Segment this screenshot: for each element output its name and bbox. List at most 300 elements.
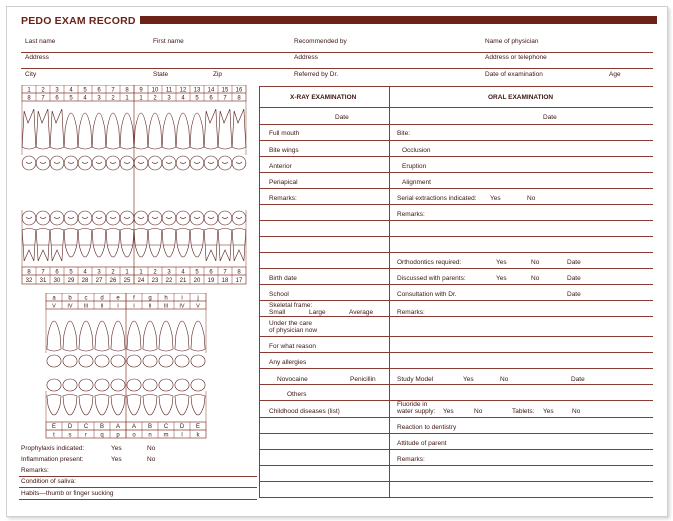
allergy-novocaine[interactable]: Novocaine [277, 376, 308, 383]
upper-permanent-tooth[interactable] [121, 113, 133, 129]
upper-occlusal-detail[interactable] [82, 162, 88, 164]
primary-upper-occlusal[interactable] [79, 355, 93, 367]
lower-permanent-tooth[interactable] [51, 245, 63, 261]
lower-occlusal-detail[interactable] [152, 217, 158, 219]
primary-lower-tooth[interactable] [191, 395, 205, 416]
primary-upper-roman: I [133, 303, 135, 310]
primary-lower-tooth[interactable] [47, 395, 61, 416]
lower-permanent-crown[interactable] [232, 229, 246, 246]
upper-permanent-crown[interactable] [120, 129, 134, 149]
primary-upper-tooth[interactable] [95, 321, 109, 351]
table-row-line [259, 433, 653, 434]
lower-permanent-tooth[interactable] [233, 245, 245, 261]
lower-occlusal-detail[interactable] [54, 217, 60, 219]
oral-remarks-label: Remarks: [397, 211, 425, 218]
lower-permanent-tooth[interactable] [79, 245, 91, 257]
primary-upper-occlusal[interactable] [143, 355, 157, 367]
lower-occlusal-view[interactable] [232, 211, 246, 225]
primary-upper-occlusal[interactable] [111, 355, 125, 367]
lower-permanent-tooth[interactable] [219, 245, 231, 261]
primary-lower-letter-top: D [179, 424, 185, 430]
upper-occlusal-detail[interactable] [236, 162, 242, 164]
upper-permanent-crown[interactable] [204, 129, 218, 149]
upper-occlusal-view[interactable] [64, 156, 78, 170]
table-row-line [259, 268, 653, 269]
primary-upper-letter: f [133, 295, 135, 302]
primary-upper-occlusal[interactable] [191, 355, 205, 367]
lower-occlusal-view[interactable] [50, 211, 64, 225]
upper-occlusal-detail[interactable] [166, 162, 172, 164]
ortho-yes[interactable]: Yes [496, 259, 507, 266]
primary-lower-letter-top: A [115, 424, 121, 430]
lower-occlusal-detail[interactable] [26, 217, 32, 219]
prophylaxis-label: Prophylaxis indicated: [21, 445, 85, 452]
tablets-yes[interactable]: Yes [543, 408, 554, 415]
primary-upper-tooth[interactable] [47, 321, 61, 351]
lower-occlusal-view[interactable] [204, 211, 218, 225]
left-line-2 [19, 487, 257, 488]
primary-lower-letter: k [196, 432, 200, 439]
upper-occlusal-view[interactable] [106, 156, 120, 170]
inflammation-no[interactable]: No [147, 456, 156, 463]
primary-lower-letter: q [100, 432, 104, 439]
oral-occlusion[interactable]: Occlusion [402, 147, 431, 154]
lower-occlusal-view[interactable] [64, 211, 78, 225]
oral-heading: ORAL EXAMINATION [488, 94, 554, 101]
lower-occlusal-view[interactable] [134, 211, 148, 225]
upper-permanent-crown[interactable] [22, 129, 36, 149]
upper-quadrant-number: 6 [209, 95, 213, 102]
upper-permanent-tooth[interactable] [177, 113, 189, 129]
lower-permanent-crown[interactable] [64, 229, 78, 246]
upper-permanent-tooth[interactable] [135, 113, 147, 129]
lower-permanent-crown[interactable] [204, 229, 218, 246]
primary-upper-letter: i [181, 295, 183, 302]
upper-occlusal-view[interactable] [92, 156, 106, 170]
primary-lower-occlusal[interactable] [95, 379, 109, 391]
lower-occlusal-detail[interactable] [96, 217, 102, 219]
lower-occlusal-detail[interactable] [138, 217, 144, 219]
inflammation-label: Inflammation present: [21, 456, 84, 463]
table-row-line [259, 236, 653, 237]
skeletal-small[interactable]: Small [269, 309, 286, 316]
study-model-label: Study Model [397, 376, 434, 383]
primary-upper-letter: a [52, 295, 56, 302]
upper-quadrant-number: 3 [97, 95, 101, 102]
primary-lower-occlusal[interactable] [159, 379, 173, 391]
xray-anterior[interactable]: Anterior [269, 163, 292, 170]
primary-lower-tooth[interactable] [95, 395, 109, 416]
upper-occlusal-view[interactable] [218, 156, 232, 170]
table-row-line [259, 497, 653, 498]
table-row-line [259, 124, 653, 125]
lower-occlusal-detail[interactable] [82, 217, 88, 219]
lower-permanent-crown[interactable] [176, 229, 190, 246]
upper-quadrant-number: 1 [125, 95, 129, 102]
lower-occlusal-view[interactable] [106, 211, 120, 225]
upper-permanent-tooth[interactable] [219, 109, 231, 129]
lower-permanent-tooth[interactable] [121, 245, 133, 257]
lower-permanent-tooth[interactable] [93, 245, 105, 257]
primary-upper-occlusal[interactable] [127, 355, 141, 367]
primary-lower-letter-top: D [67, 424, 73, 430]
fluoride-no[interactable]: No [474, 408, 483, 415]
primary-lower-letter-top: A [131, 424, 137, 430]
upper-occlusal-detail[interactable] [124, 162, 130, 164]
primary-upper-tooth[interactable] [111, 321, 125, 351]
table-row-line [259, 284, 653, 285]
upper-occlusal-view[interactable] [134, 156, 148, 170]
lower-permanent-tooth[interactable] [107, 245, 119, 257]
primary-lower-occlusal[interactable] [47, 379, 61, 391]
upper-quadrant-number: 7 [223, 95, 227, 102]
upper-permanent-tooth[interactable] [233, 109, 245, 129]
skeletal-large[interactable]: Large [309, 309, 326, 316]
lower-permanent-tooth[interactable] [177, 245, 189, 257]
primary-lower-tooth[interactable] [111, 395, 125, 416]
primary-lower-occlusal[interactable] [111, 379, 125, 391]
physician-name-label: Name of physician [485, 38, 539, 45]
prophylaxis-no[interactable]: No [147, 445, 156, 452]
table-top-border [259, 86, 653, 87]
primary-lower-tooth[interactable] [159, 395, 173, 416]
lower-occlusal-detail[interactable] [180, 217, 186, 219]
upper-occlusal-detail[interactable] [110, 162, 116, 164]
table-row-line [259, 140, 653, 141]
lower-occlusal-view[interactable] [162, 211, 176, 225]
oral-remarks2-label: Remarks: [397, 309, 425, 316]
table-middle-divider [389, 86, 390, 498]
lower-occlusal-detail[interactable] [208, 217, 214, 219]
primary-lower-occlusal[interactable] [191, 379, 205, 391]
lower-tooth-number: 22 [165, 278, 173, 284]
lower-tooth-number: 19 [207, 278, 215, 284]
upper-occlusal-view[interactable] [78, 156, 92, 170]
upper-permanent-tooth[interactable] [37, 109, 49, 129]
upper-occlusal-view[interactable] [232, 156, 246, 170]
upper-occlusal-detail[interactable] [208, 162, 214, 164]
upper-tooth-number: 5 [83, 87, 87, 94]
upper-permanent-crown[interactable] [78, 129, 92, 149]
discussed-yes[interactable]: Yes [496, 275, 507, 282]
allergy-others[interactable]: Others [287, 391, 307, 398]
upper-occlusal-view[interactable] [36, 156, 50, 170]
lower-occlusal-detail[interactable] [124, 217, 130, 219]
upper-occlusal-detail[interactable] [54, 162, 60, 164]
primary-lower-letter-top: B [99, 424, 105, 430]
lower-occlusal-view[interactable] [78, 211, 92, 225]
lower-tooth-number: 17 [235, 278, 243, 284]
primary-lower-letter-top: E [195, 424, 201, 430]
primary-upper-roman: II [148, 303, 152, 310]
primary-lower-letter-top: B [147, 424, 153, 430]
xray-bite-wings[interactable]: Bite wings [269, 147, 299, 154]
primary-lower-occlusal[interactable] [127, 379, 141, 391]
upper-tooth-number: 11 [165, 87, 173, 94]
lower-quadrant-number: 8 [237, 269, 241, 276]
fluoride-yes[interactable]: Yes [443, 408, 454, 415]
primary-lower-tooth[interactable] [175, 395, 189, 416]
upper-permanent-crown[interactable] [134, 129, 148, 149]
lower-occlusal-view[interactable] [92, 211, 106, 225]
first-name-label: First name [153, 38, 184, 45]
primary-lower-occlusal[interactable] [79, 379, 93, 391]
primary-upper-roman: V [196, 303, 200, 310]
upper-permanent-crown[interactable] [176, 129, 190, 149]
upper-permanent-crown[interactable] [148, 129, 162, 149]
upper-tooth-number: 6 [97, 87, 101, 94]
lower-quadrant-number: 7 [41, 269, 45, 276]
permanent-teeth-drawing [21, 85, 247, 285]
lower-occlusal-detail[interactable] [222, 217, 228, 219]
upper-tooth-number: 15 [221, 87, 229, 94]
primary-upper-letter: c [84, 295, 88, 302]
upper-occlusal-detail[interactable] [152, 162, 158, 164]
lower-occlusal-view[interactable] [176, 211, 190, 225]
upper-permanent-tooth[interactable] [23, 109, 35, 129]
upper-occlusal-detail[interactable] [222, 162, 228, 164]
upper-permanent-tooth[interactable] [191, 113, 203, 129]
upper-occlusal-detail[interactable] [96, 162, 102, 164]
lower-occlusal-view[interactable] [190, 211, 204, 225]
table-row-line [259, 417, 653, 418]
upper-quadrant-number: 2 [153, 95, 157, 102]
upper-permanent-crown[interactable] [50, 129, 64, 149]
primary-lower-letter: n [148, 432, 152, 439]
lower-permanent-crown[interactable] [78, 229, 92, 246]
lower-occlusal-detail[interactable] [166, 217, 172, 219]
lower-permanent-tooth[interactable] [149, 245, 161, 257]
primary-lower-letter-top: C [83, 424, 89, 430]
upper-quadrant-number: 4 [83, 95, 87, 102]
primary-lower-tooth[interactable] [63, 395, 77, 416]
ortho-date: Date [567, 259, 581, 266]
lower-tooth-number: 20 [193, 278, 201, 284]
lower-permanent-crown[interactable] [22, 229, 36, 246]
primary-upper-occlusal[interactable] [175, 355, 189, 367]
upper-permanent-crown[interactable] [232, 129, 246, 149]
upper-occlusal-detail[interactable] [40, 162, 46, 164]
lower-tooth-number: 32 [25, 278, 33, 284]
upper-occlusal-view[interactable] [22, 156, 36, 170]
allergy-penicillin[interactable]: Penicillin [350, 376, 376, 383]
lower-permanent-crown[interactable] [50, 229, 64, 246]
primary-upper-tooth[interactable] [191, 321, 205, 351]
primary-lower-occlusal[interactable] [143, 379, 157, 391]
table-row-line [259, 336, 653, 337]
upper-permanent-tooth[interactable] [149, 113, 161, 129]
tablets-no[interactable]: No [572, 408, 581, 415]
oral-date-label: Date [543, 114, 557, 121]
primary-upper-occlusal[interactable] [63, 355, 77, 367]
xray-periapical[interactable]: Periapical [269, 179, 298, 186]
upper-occlusal-view[interactable] [148, 156, 162, 170]
lower-occlusal-view[interactable] [148, 211, 162, 225]
upper-occlusal-view[interactable] [176, 156, 190, 170]
upper-occlusal-detail[interactable] [26, 162, 32, 164]
primary-lower-tooth[interactable] [79, 395, 93, 416]
upper-tooth-number: 1 [27, 87, 31, 94]
lower-permanent-crown[interactable] [148, 229, 162, 246]
upper-permanent-tooth[interactable] [79, 113, 91, 129]
primary-lower-letter-top: C [163, 424, 169, 430]
upper-permanent-crown[interactable] [64, 129, 78, 149]
lower-permanent-tooth[interactable] [23, 245, 35, 261]
address-label-2: Address [294, 54, 318, 61]
upper-occlusal-detail[interactable] [68, 162, 74, 164]
lower-occlusal-detail[interactable] [194, 217, 200, 219]
upper-permanent-crown[interactable] [106, 129, 120, 149]
upper-permanent-tooth[interactable] [51, 109, 63, 129]
upper-permanent-tooth[interactable] [163, 113, 175, 129]
upper-permanent-crown[interactable] [36, 129, 50, 149]
lower-occlusal-detail[interactable] [110, 217, 116, 219]
lower-permanent-tooth[interactable] [205, 245, 217, 261]
upper-permanent-crown[interactable] [190, 129, 204, 149]
zip-label: Zip [213, 71, 223, 78]
prophylaxis-yes[interactable]: Yes [111, 445, 122, 452]
upper-tooth-number: 4 [69, 87, 73, 94]
table-left-border [259, 86, 260, 498]
upper-permanent-tooth[interactable] [205, 109, 217, 129]
lower-permanent-crown[interactable] [190, 229, 204, 246]
primary-lower-tooth[interactable] [127, 395, 141, 416]
upper-permanent-tooth[interactable] [107, 113, 119, 129]
primary-upper-tooth[interactable] [143, 321, 157, 351]
upper-tooth-number: 7 [111, 87, 115, 94]
study-model-yes[interactable]: Yes [463, 376, 474, 383]
lower-occlusal-detail[interactable] [68, 217, 74, 219]
serial-extractions-label: Serial extractions indicated: [397, 195, 477, 202]
primary-upper-letter: e [116, 295, 120, 302]
table-row-line [259, 204, 653, 205]
lower-permanent-crown[interactable] [36, 229, 50, 246]
upper-occlusal-view[interactable] [50, 156, 64, 170]
primary-upper-tooth[interactable] [127, 321, 141, 351]
primary-upper-occlusal[interactable] [159, 355, 173, 367]
upper-quadrant-number: 5 [195, 95, 199, 102]
upper-permanent-tooth[interactable] [65, 113, 77, 129]
upper-occlusal-detail[interactable] [138, 162, 144, 164]
serial-no[interactable]: No [527, 195, 536, 202]
lower-tooth-number: 27 [95, 278, 103, 284]
primary-upper-tooth[interactable] [63, 321, 77, 351]
exam-form-page [6, 6, 668, 517]
primary-upper-tooth[interactable] [175, 321, 189, 351]
left-remarks-label: Remarks: [21, 467, 49, 474]
primary-lower-letter: t [53, 432, 55, 439]
table-row-line [259, 156, 653, 157]
lower-permanent-tooth[interactable] [163, 245, 175, 257]
upper-tooth-number: 13 [193, 87, 201, 94]
serial-yes[interactable]: Yes [490, 195, 501, 202]
skeletal-average[interactable]: Average [349, 309, 374, 316]
lower-permanent-crown[interactable] [218, 229, 232, 246]
primary-upper-roman: V [52, 303, 56, 310]
lower-permanent-crown[interactable] [120, 229, 134, 246]
lower-permanent-crown[interactable] [134, 229, 148, 246]
lower-permanent-tooth[interactable] [37, 245, 49, 261]
oral-eruption[interactable]: Eruption [402, 163, 427, 170]
lower-tooth-number: 18 [221, 278, 229, 284]
lower-quadrant-number: 2 [111, 269, 115, 276]
lower-occlusal-view[interactable] [36, 211, 50, 225]
oral-alignment[interactable]: Alignment [402, 179, 431, 186]
primary-upper-roman: IV [67, 303, 73, 310]
lower-permanent-crown[interactable] [106, 229, 120, 246]
table-row-line [259, 368, 653, 369]
discussed-no[interactable]: No [531, 275, 540, 282]
upper-occlusal-view[interactable] [204, 156, 218, 170]
upper-occlusal-detail[interactable] [180, 162, 186, 164]
lower-permanent-tooth[interactable] [135, 245, 147, 257]
oral-bite: Bite: [397, 130, 411, 137]
header-line-1 [21, 52, 653, 53]
upper-tooth-number: 12 [179, 87, 187, 94]
upper-tooth-number: 14 [207, 87, 215, 94]
lower-occlusal-detail[interactable] [236, 217, 242, 219]
primary-upper-occlusal[interactable] [47, 355, 61, 367]
lower-permanent-tooth[interactable] [65, 245, 77, 257]
upper-quadrant-number: 1 [139, 95, 143, 102]
upper-tooth-number: 3 [55, 87, 59, 94]
lower-permanent-crown[interactable] [92, 229, 106, 246]
table-row-line [259, 220, 653, 221]
lower-quadrant-number: 1 [139, 269, 143, 276]
upper-permanent-tooth[interactable] [93, 113, 105, 129]
study-model-no[interactable]: No [500, 376, 509, 383]
xray-full-mouth[interactable]: Full mouth [269, 130, 300, 137]
upper-occlusal-view[interactable] [162, 156, 176, 170]
upper-permanent-crown[interactable] [92, 129, 106, 149]
upper-permanent-crown[interactable] [218, 129, 232, 149]
consultation-date: Date [567, 291, 581, 298]
primary-upper-tooth[interactable] [79, 321, 93, 351]
lower-occlusal-view[interactable] [120, 211, 134, 225]
lower-permanent-tooth[interactable] [191, 245, 203, 257]
primary-lower-tooth[interactable] [143, 395, 157, 416]
lower-quadrant-number: 7 [223, 269, 227, 276]
lower-permanent-crown[interactable] [162, 229, 176, 246]
primary-lower-occlusal[interactable] [63, 379, 77, 391]
school-label: School [269, 291, 289, 298]
upper-tooth-number: 9 [139, 87, 143, 94]
reason-label: For what reason [269, 343, 316, 350]
left-line-1 [19, 476, 257, 477]
childhood-diseases-label: Childhood diseases (list) [269, 408, 340, 415]
primary-upper-roman: I [117, 303, 119, 310]
saliva-label: Condition of saliva: [21, 478, 76, 485]
referred-by-label: Referred by Dr. [294, 71, 339, 78]
lower-occlusal-view[interactable] [218, 211, 232, 225]
primary-upper-occlusal[interactable] [95, 355, 109, 367]
primary-lower-letter: m [163, 432, 169, 439]
lower-occlusal-view[interactable] [22, 211, 36, 225]
upper-occlusal-view[interactable] [190, 156, 204, 170]
lower-occlusal-detail[interactable] [40, 217, 46, 219]
primary-lower-occlusal[interactable] [175, 379, 189, 391]
primary-upper-letter: d [100, 295, 104, 302]
upper-quadrant-number: 6 [55, 95, 59, 102]
upper-permanent-crown[interactable] [162, 129, 176, 149]
primary-lower-letter: r [85, 432, 87, 439]
upper-occlusal-view[interactable] [120, 156, 134, 170]
primary-upper-tooth[interactable] [159, 321, 173, 351]
inflammation-yes[interactable]: Yes [111, 456, 122, 463]
fluoride-label-2: water supply: [397, 408, 436, 415]
ortho-no[interactable]: No [531, 259, 540, 266]
upper-occlusal-detail[interactable] [194, 162, 200, 164]
